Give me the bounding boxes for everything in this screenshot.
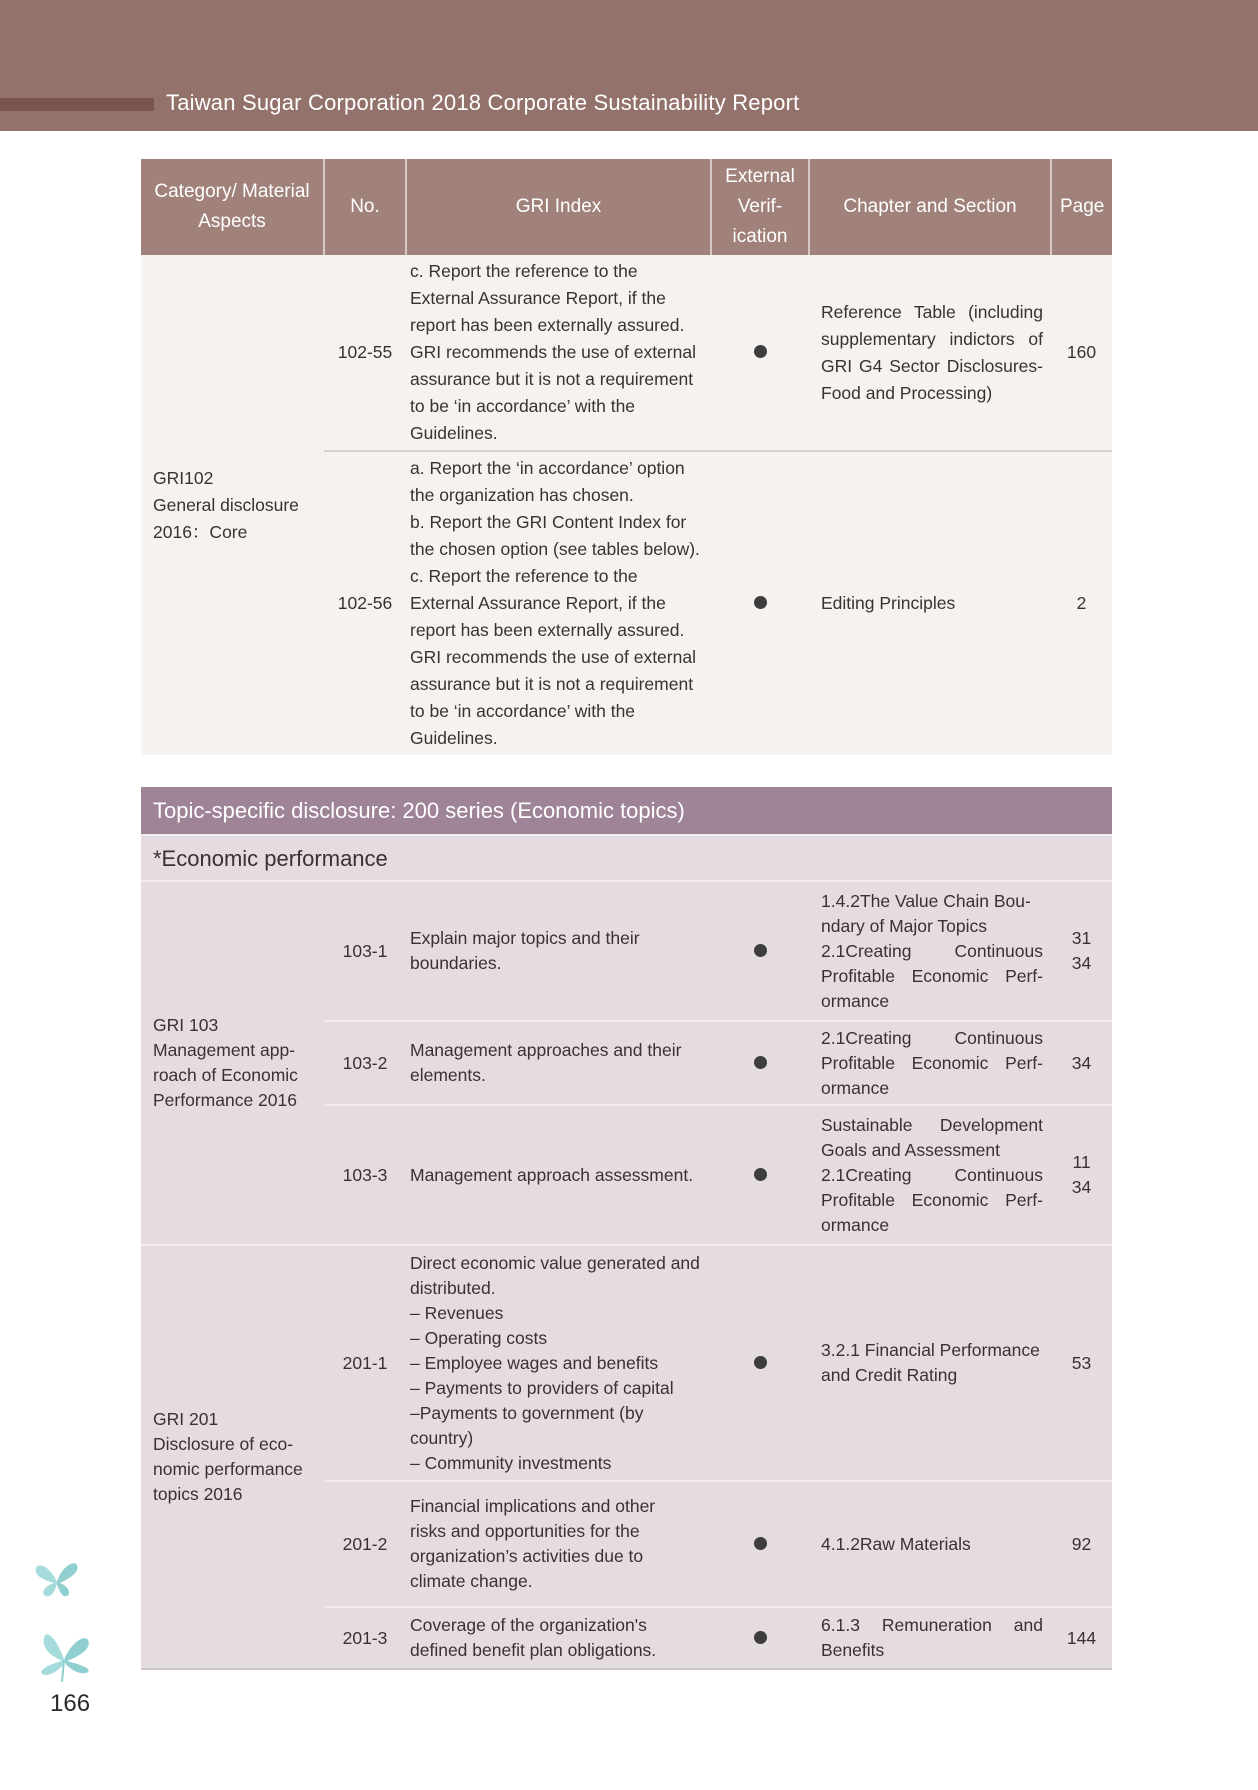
verified-cell bbox=[711, 1245, 809, 1481]
verified-dot-icon bbox=[754, 1056, 767, 1069]
chapter-line: 2.1Creating Continuous bbox=[821, 1027, 1043, 1048]
index-line: Coverage of the organization's bbox=[410, 1615, 647, 1635]
index-line: c. Report the reference to the bbox=[410, 261, 638, 281]
verified-cell bbox=[711, 1481, 809, 1607]
disclosure-no: 103-3 bbox=[324, 1105, 406, 1245]
category-line: Disclosure of eco- bbox=[153, 1434, 294, 1454]
index-line: report has been externally assured. bbox=[410, 315, 685, 335]
chapter-text: Editing Principles bbox=[809, 451, 1051, 755]
disclosure-no: 103-1 bbox=[324, 881, 406, 1021]
chapter-text bbox=[809, 1021, 1051, 1105]
chapter-line: Benefits bbox=[821, 1640, 885, 1660]
chapter-line: 4.1.2Raw Materials bbox=[821, 1533, 971, 1554]
index-line: defined benefit plan obligations. bbox=[410, 1640, 657, 1660]
chapter-line: 2.1Creating Continuous bbox=[821, 1164, 1043, 1185]
page-ref: 2 bbox=[1051, 451, 1112, 755]
topic-banner-row bbox=[141, 787, 1112, 835]
index-line: GRI recommends the use of external bbox=[410, 342, 696, 362]
index-line: report has been externally assured. bbox=[410, 620, 685, 640]
index-line: Financial implications and other bbox=[410, 1496, 656, 1516]
index-line: assurance but it is not a requirement bbox=[410, 674, 694, 694]
page-ref bbox=[1051, 1607, 1112, 1669]
page-number: 166 bbox=[50, 1690, 91, 1717]
index-line: to be ‘in accordance’ with the bbox=[410, 396, 636, 416]
category-line: topics 2016 bbox=[153, 1484, 243, 1504]
topic-banner: Topic-specific disclosure: 200 series (Economic topics) bbox=[141, 787, 1112, 835]
page-line: 144 bbox=[1066, 1627, 1097, 1648]
report-title: Taiwan Sugar Corporation 2018 Corporate Sustainability Report bbox=[166, 90, 800, 115]
gri-table-general bbox=[141, 159, 1112, 755]
index-line: External Assurance Report, if the bbox=[410, 593, 666, 613]
verified-dot-icon bbox=[754, 1356, 767, 1369]
verified-dot-icon bbox=[754, 345, 767, 358]
page-line: 92 bbox=[1071, 1533, 1092, 1554]
verified-cell bbox=[711, 1607, 809, 1669]
disclosure-no: 102-56 bbox=[324, 451, 406, 755]
verified-dot-icon bbox=[754, 1631, 767, 1644]
index-line: Management approaches and their bbox=[410, 1040, 682, 1060]
subheading-row bbox=[141, 835, 1112, 881]
header-no: No. bbox=[324, 159, 406, 255]
disclosure-no: 201-1 bbox=[324, 1245, 406, 1481]
page-ref bbox=[1051, 881, 1112, 1021]
header-gri-index: GRI Index bbox=[406, 159, 711, 255]
page-line: 11 bbox=[1072, 1152, 1091, 1172]
index-line: – Community investments bbox=[410, 1452, 612, 1473]
index-line: – Revenues bbox=[410, 1302, 504, 1323]
category-cell bbox=[141, 255, 324, 755]
page-ref bbox=[1051, 1245, 1112, 1481]
chapter-line: 2.1Creating Continuous bbox=[821, 940, 1043, 961]
page-line: 34 bbox=[1071, 953, 1092, 973]
chapter-text bbox=[809, 881, 1051, 1021]
gri-index-text bbox=[406, 1245, 711, 1481]
table-row bbox=[141, 255, 1112, 451]
gri-index-text bbox=[406, 1021, 711, 1105]
category-line: 2016：Core bbox=[153, 521, 248, 542]
index-line: the chosen option (see tables below). bbox=[410, 539, 700, 559]
verified-cell bbox=[711, 881, 809, 1021]
chapter-line: ndary of Major Topics bbox=[821, 915, 988, 936]
category-line: GRI 103 bbox=[153, 1015, 219, 1035]
index-line: country) bbox=[410, 1427, 474, 1448]
chapter-line: ormance bbox=[821, 1214, 890, 1235]
page-line: 34 bbox=[1071, 1052, 1092, 1073]
chapter-line: ormance bbox=[821, 990, 890, 1011]
index-line: – Payments to providers of capital bbox=[410, 1377, 674, 1398]
chapter-line: 1.4.2The Value Chain Bou- bbox=[821, 890, 1031, 911]
page-ref bbox=[1051, 1481, 1112, 1607]
index-line: distributed. bbox=[410, 1277, 496, 1298]
page-line: 53 bbox=[1071, 1352, 1092, 1373]
gri-index-text bbox=[406, 1481, 711, 1607]
page-line: 34 bbox=[1071, 1177, 1092, 1197]
gri-index-text bbox=[406, 881, 711, 1021]
index-line: climate change. bbox=[410, 1571, 533, 1591]
disclosure-no: 201-3 bbox=[324, 1607, 406, 1669]
disclosure-no: 201-2 bbox=[324, 1481, 406, 1607]
category-cell bbox=[141, 1245, 324, 1669]
index-line: – Employee wages and benefits bbox=[410, 1352, 659, 1373]
verified-cell bbox=[711, 1105, 809, 1245]
index-line: – Operating costs bbox=[410, 1327, 548, 1348]
chapter-text bbox=[809, 1245, 1051, 1481]
butterfly-icon bbox=[34, 1626, 96, 1686]
verified-cell bbox=[711, 1021, 809, 1105]
chapter-line: 6.1.3 Remuneration and bbox=[821, 1615, 1043, 1635]
verified-cell bbox=[711, 255, 809, 451]
index-line: Guidelines. bbox=[410, 728, 498, 748]
chapter-line: 3.2.1 Financial Performance bbox=[821, 1340, 1040, 1360]
header-category: Category/ Material Aspects bbox=[141, 159, 324, 255]
index-line: assurance but it is not a requirement bbox=[410, 369, 694, 389]
table-row bbox=[141, 881, 1112, 1021]
verified-dot-icon bbox=[754, 944, 767, 957]
category-line: GRI 201 bbox=[153, 1409, 219, 1429]
verified-dot-icon bbox=[754, 596, 767, 609]
chapter-line: Profitable Economic Perf- bbox=[821, 1189, 1043, 1210]
page-ref bbox=[1051, 1021, 1112, 1105]
index-line: elements. bbox=[410, 1065, 486, 1085]
gri-index-text bbox=[406, 1607, 711, 1669]
category-line: General disclosure bbox=[153, 494, 299, 515]
disclosure-no: 103-2 bbox=[324, 1021, 406, 1105]
gri-table-economic bbox=[141, 787, 1112, 1670]
chapter-line: Goals and Assessment bbox=[821, 1139, 1000, 1160]
index-line: organization’s activities due to bbox=[410, 1546, 644, 1566]
disclosure-no: 102-55 bbox=[324, 255, 406, 451]
category-line: Management app- bbox=[153, 1040, 296, 1060]
chapter-line: Profitable Economic Perf- bbox=[821, 1052, 1043, 1073]
gri-index-text bbox=[406, 1105, 711, 1245]
category-line: GRI102 bbox=[153, 467, 214, 488]
index-line: b. Report the GRI Content Index for bbox=[410, 512, 687, 532]
chapter-text bbox=[809, 1481, 1051, 1607]
chapter-text: Reference Table (including supplementary indictors of GRI G4 Sector Disclosures- Food and Processing) bbox=[809, 255, 1051, 451]
index-line: a. Report the ‘in accordance’ option bbox=[410, 458, 685, 478]
verified-dot-icon bbox=[754, 1537, 767, 1550]
category-cell bbox=[141, 881, 324, 1245]
chapter-text bbox=[809, 1105, 1051, 1245]
page-line: 31 bbox=[1071, 928, 1092, 948]
index-line: to be ‘in accordance’ with the bbox=[410, 701, 636, 721]
chapter-line: Sustainable Development bbox=[821, 1114, 1043, 1135]
index-line: c. Report the reference to the bbox=[410, 566, 638, 586]
chapter-line: Profitable Economic Perf- bbox=[821, 965, 1043, 986]
page-ref bbox=[1051, 1105, 1112, 1245]
verified-cell bbox=[711, 451, 809, 755]
header-stripe bbox=[0, 98, 154, 111]
chapter-text bbox=[809, 1607, 1051, 1669]
index-line: Guidelines. bbox=[410, 423, 498, 443]
index-line: boundaries. bbox=[410, 953, 502, 973]
index-line: risks and opportunities for the bbox=[410, 1521, 640, 1541]
index-line: GRI recommends the use of external bbox=[410, 647, 696, 667]
index-line: External Assurance Report, if the bbox=[410, 288, 666, 308]
index-line: Direct economic value generated and bbox=[410, 1252, 700, 1273]
index-line: Management approach assessment. bbox=[410, 1164, 694, 1185]
economic-performance-heading: *Economic performance bbox=[141, 835, 1112, 881]
verified-dot-icon bbox=[754, 1168, 767, 1181]
index-line: Explain major topics and their bbox=[410, 928, 640, 948]
category-line: roach of Economic bbox=[153, 1065, 298, 1085]
page-ref: 160 bbox=[1051, 255, 1112, 451]
header-external-verification: External Verif- ication bbox=[711, 159, 809, 255]
table-header-row bbox=[141, 159, 1112, 255]
chapter-line: and Credit Rating bbox=[821, 1365, 958, 1385]
header-page: Page bbox=[1051, 159, 1112, 255]
category-line: nomic performance bbox=[153, 1459, 303, 1479]
index-line: –Payments to government (by bbox=[410, 1402, 644, 1423]
chapter-line: ormance bbox=[821, 1077, 890, 1098]
gri-index-text bbox=[406, 451, 711, 755]
gri-index-text bbox=[406, 255, 711, 451]
table-row bbox=[141, 1245, 1112, 1481]
header-chapter: Chapter and Section bbox=[809, 159, 1051, 255]
category-line: Performance 2016 bbox=[153, 1090, 297, 1110]
index-line: the organization has chosen. bbox=[410, 485, 634, 505]
butterfly-icon bbox=[34, 1560, 80, 1600]
